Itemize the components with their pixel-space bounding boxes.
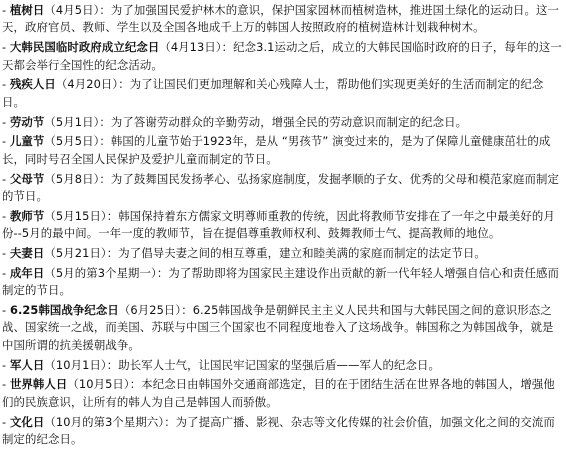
holiday-name: 劳动节 <box>9 114 45 129</box>
holiday-name: 军人日 <box>9 357 45 372</box>
holiday-description: ：为了提高广播、影视、杂志等文化传媒的社会价值，加强文化之间的交流而制定的纪念日。 <box>2 414 555 447</box>
entry-prefix: - <box>2 303 10 318</box>
holiday-date: （5月21日） <box>44 246 107 261</box>
holiday-name: 教师节 <box>9 208 45 223</box>
holiday-description: ：助长军人士气，让国民牢记国家的坚强后盾——军人的纪念日。 <box>106 357 440 372</box>
holiday-name: 父母节 <box>9 171 45 186</box>
entry-prefix: - <box>2 246 10 261</box>
holiday-date: （6月25日） <box>118 303 182 318</box>
holiday-description: ：为了答谢劳动群众的辛勤劳动，增强全民的劳动意识而制定的纪念日。 <box>99 114 468 129</box>
entry-prefix: - <box>2 77 10 92</box>
holiday-entry <box>2 76 564 111</box>
holiday-date: （10月1日） <box>44 357 107 372</box>
entry-prefix: - <box>2 414 10 429</box>
holiday-description: ：为了加强国民爱护林木的意识，保护国家园林而植树造林，推进国土绿化的运动日。这一天，政府官员、教师、学生以及全国各地成千上万的韩国人按照政府的植树造林计划栽种树木。 <box>2 3 560 35</box>
holiday-entry <box>2 376 564 411</box>
holiday-entry <box>2 245 564 262</box>
holiday-entry <box>2 114 564 131</box>
entry-prefix: - <box>2 134 10 149</box>
holiday-description: ：为了帮助即将为国家民主建设作出贡献的新一代年轻人增强自信心和责任感而制定的节日。 <box>2 265 560 298</box>
holiday-name: 夫妻日 <box>9 246 45 261</box>
holiday-description: ：为了鼓舞国民发扬孝心、弘扬家庭制度，发掘孝顺的子女、优秀的父母和模范家庭而制定的节日。 <box>2 171 560 204</box>
entry-prefix: - <box>2 40 10 55</box>
holiday-name: 大韩民国临时政府成立纪念日 <box>9 40 160 55</box>
holiday-date: （5月1日） <box>44 114 100 129</box>
entry-prefix: - <box>2 377 10 392</box>
holiday-date: （10月5日） <box>67 377 130 392</box>
holiday-name: 残疾人日 <box>9 77 56 92</box>
holiday-name: 世界韩人日 <box>9 377 68 392</box>
entry-prefix: - <box>2 114 10 129</box>
holiday-description: ：韩国的儿童节始于1923年，是从 “男孩节” 演变过来的，是为了保障儿童健康茁壮的成长，同时号召全国人民保护及爱护儿童而制定的节日。 <box>2 134 551 166</box>
holiday-entry <box>2 265 564 300</box>
holiday-description: ：韩国保持着东方儒家文明尊师重教的传统，因此将教师节安排在了一年之中最美好的月份--5月的最中间。一年一度的教师节，旨在提倡尊重教师权利、鼓舞教师士气、提高教师的地位。 <box>2 208 555 241</box>
holiday-name: 植树日 <box>9 3 45 17</box>
holiday-name: 文化日 <box>9 414 45 429</box>
holiday-name: 儿童节 <box>9 134 45 149</box>
holiday-date: （5月5日） <box>44 134 100 149</box>
holiday-entry <box>2 2 564 37</box>
entry-prefix: - <box>2 3 10 17</box>
holiday-description: ：本纪念日由韩国外交通商部选定，目的在于团结生活在世界各地的韩国人，增强他们的民族意识，让所有的韩人为自己是韩国人而骄傲。 <box>2 377 555 409</box>
holiday-date: （5月15日） <box>44 208 107 223</box>
holiday-entry <box>2 414 564 449</box>
entry-prefix: - <box>2 171 10 186</box>
holiday-entry <box>2 208 564 243</box>
entry-prefix: - <box>2 208 10 223</box>
holiday-entry <box>2 302 564 354</box>
holiday-entry <box>2 133 564 168</box>
holiday-date: （4月13日） <box>159 40 222 55</box>
holiday-date: （10月的第3个星期六） <box>44 414 165 429</box>
holiday-description: ：为了让国民们更加理解和关心残障人士，帮助他们实现更美好的生活而制定的纪念日。 <box>2 77 544 109</box>
holiday-name: 6.25韩国战争纪念日 <box>9 303 119 318</box>
holiday-description: ：纪念3.1运动之后，成立的大韩民国临时政府的日子，每年的这一天都会举行全国性的纪念活动。 <box>2 40 562 72</box>
holiday-date: （5月的第3个星期一） <box>44 265 157 280</box>
holiday-date: （4月5日） <box>44 3 100 17</box>
holiday-date: （4月20日） <box>55 77 119 92</box>
holiday-entry <box>2 39 564 74</box>
holiday-entry <box>2 357 564 374</box>
holiday-date: （5月8日） <box>44 171 100 186</box>
holiday-description: ：6.25韩国战争是朝鲜民主主义人民共和国与大韩民国之间的意识形态之战、国家统一之战，而美国、苏联与中国三个国家也不同程度地卷入了这场战争。韩国称之为韩国战争，就是中国所谓的抗美援朝战争。 <box>2 303 554 352</box>
entry-prefix: - <box>2 357 10 372</box>
holiday-entry <box>2 171 564 206</box>
holiday-description: ：为了倡导夫妻之间的相互尊重，建立和睦美满的家庭而制定的法定节日。 <box>106 246 486 261</box>
holiday-name: 成年日 <box>9 265 45 280</box>
entry-prefix: - <box>2 265 10 280</box>
